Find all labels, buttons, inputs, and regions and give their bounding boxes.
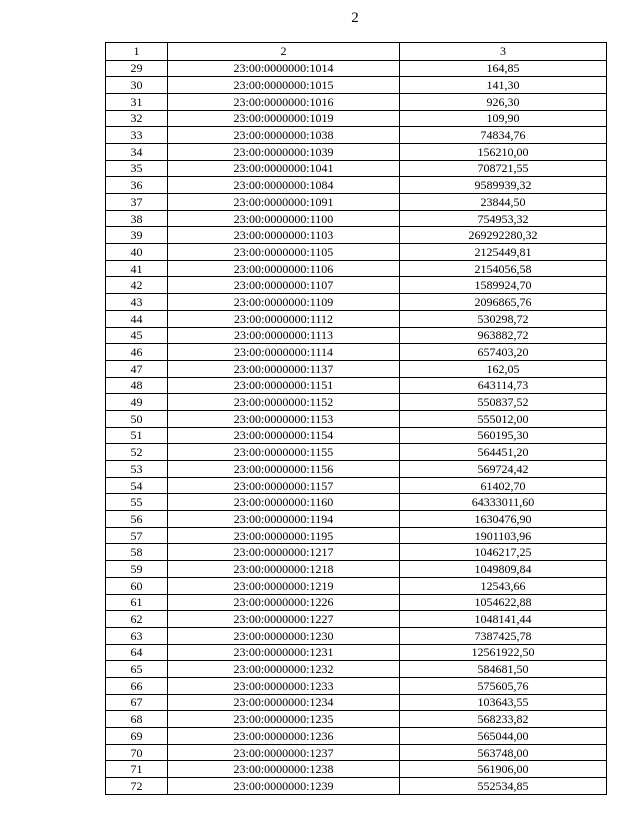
table-row xyxy=(106,744,607,761)
table-row xyxy=(106,310,607,327)
row-number-cell: 44 xyxy=(106,310,168,327)
page-number: 2 xyxy=(351,10,359,26)
table-header-row xyxy=(106,43,607,61)
value-cell: 563748,00 xyxy=(400,744,607,761)
cadastral-number-cell: 23:00:0000000:1219 xyxy=(168,577,400,594)
value-cell: 12561922,50 xyxy=(400,644,607,661)
cadastral-number-cell: 23:00:0000000:1236 xyxy=(168,728,400,745)
cadastral-number-cell: 23:00:0000000:1226 xyxy=(168,594,400,611)
cadastral-number-cell: 23:00:0000000:1107 xyxy=(168,277,400,294)
value-cell: 575605,76 xyxy=(400,677,607,694)
value-cell: 584681,50 xyxy=(400,661,607,678)
table-row xyxy=(106,294,607,311)
cadastral-number-cell: 23:00:0000000:1231 xyxy=(168,644,400,661)
row-number-cell: 54 xyxy=(106,477,168,494)
cadastral-table xyxy=(105,42,607,795)
value-cell: 754953,32 xyxy=(400,210,607,227)
value-cell: 643114,73 xyxy=(400,377,607,394)
table-row xyxy=(106,93,607,110)
table-row xyxy=(106,227,607,244)
table-row xyxy=(106,677,607,694)
row-number-cell: 35 xyxy=(106,160,168,177)
row-number-cell: 36 xyxy=(106,177,168,194)
cadastral-number-cell: 23:00:0000000:1218 xyxy=(168,561,400,578)
table-row xyxy=(106,444,607,461)
value-cell: 9589939,32 xyxy=(400,177,607,194)
row-number-cell: 63 xyxy=(106,627,168,644)
value-cell: 1048141,44 xyxy=(400,611,607,628)
cadastral-number-cell: 23:00:0000000:1151 xyxy=(168,377,400,394)
value-cell: 1630476,90 xyxy=(400,511,607,528)
row-number-cell: 52 xyxy=(106,444,168,461)
row-number-cell: 49 xyxy=(106,394,168,411)
row-number-cell: 51 xyxy=(106,427,168,444)
table-row xyxy=(106,344,607,361)
row-number-cell: 40 xyxy=(106,244,168,261)
cadastral-number-cell: 23:00:0000000:1232 xyxy=(168,661,400,678)
row-number-cell: 66 xyxy=(106,677,168,694)
table-row xyxy=(106,110,607,127)
table-row xyxy=(106,60,607,77)
row-number-cell: 70 xyxy=(106,744,168,761)
row-number-cell: 45 xyxy=(106,327,168,344)
cadastral-number-cell: 23:00:0000000:1152 xyxy=(168,394,400,411)
table-row xyxy=(106,611,607,628)
value-cell: 1054622,88 xyxy=(400,594,607,611)
cadastral-number-cell: 23:00:0000000:1114 xyxy=(168,344,400,361)
row-number-cell: 31 xyxy=(106,93,168,110)
row-number-cell: 56 xyxy=(106,511,168,528)
row-number-cell: 41 xyxy=(106,260,168,277)
cadastral-number-cell: 23:00:0000000:1153 xyxy=(168,410,400,427)
cadastral-number-cell: 23:00:0000000:1154 xyxy=(168,427,400,444)
cadastral-number-cell: 23:00:0000000:1103 xyxy=(168,227,400,244)
cadastral-number-cell: 23:00:0000000:1015 xyxy=(168,77,400,94)
row-number-cell: 32 xyxy=(106,110,168,127)
value-cell: 657403,20 xyxy=(400,344,607,361)
cadastral-number-cell: 23:00:0000000:1217 xyxy=(168,544,400,561)
row-number-cell: 68 xyxy=(106,711,168,728)
cadastral-number-cell: 23:00:0000000:1237 xyxy=(168,744,400,761)
cadastral-number-cell: 23:00:0000000:1160 xyxy=(168,494,400,511)
value-cell: 269292280,32 xyxy=(400,227,607,244)
table-row xyxy=(106,461,607,478)
table-row xyxy=(106,327,607,344)
row-number-cell: 58 xyxy=(106,544,168,561)
table-row xyxy=(106,127,607,144)
cadastral-number-cell: 23:00:0000000:1014 xyxy=(168,60,400,77)
row-number-cell: 30 xyxy=(106,77,168,94)
row-number-cell: 60 xyxy=(106,577,168,594)
table-row xyxy=(106,194,607,211)
table-row xyxy=(106,577,607,594)
cadastral-number-cell: 23:00:0000000:1195 xyxy=(168,527,400,544)
row-number-cell: 47 xyxy=(106,360,168,377)
value-cell: 963882,72 xyxy=(400,327,607,344)
table-row xyxy=(106,160,607,177)
table-row xyxy=(106,410,607,427)
cadastral-number-cell: 23:00:0000000:1038 xyxy=(168,127,400,144)
row-number-cell: 43 xyxy=(106,294,168,311)
value-cell: 141,30 xyxy=(400,77,607,94)
value-cell: 1049809,84 xyxy=(400,561,607,578)
cadastral-number-cell: 23:00:0000000:1137 xyxy=(168,360,400,377)
table-row xyxy=(106,761,607,778)
cadastral-number-cell: 23:00:0000000:1239 xyxy=(168,778,400,795)
value-cell: 109,90 xyxy=(400,110,607,127)
value-cell: 64333011,60 xyxy=(400,494,607,511)
table-row xyxy=(106,77,607,94)
table-body xyxy=(106,60,607,794)
value-cell: 2125449,81 xyxy=(400,244,607,261)
row-number-cell: 71 xyxy=(106,761,168,778)
value-cell: 74834,76 xyxy=(400,127,607,144)
table-row xyxy=(106,210,607,227)
value-cell: 568233,82 xyxy=(400,711,607,728)
value-cell: 560195,30 xyxy=(400,427,607,444)
cadastral-number-cell: 23:00:0000000:1109 xyxy=(168,294,400,311)
value-cell: 103643,55 xyxy=(400,694,607,711)
value-cell: 564451,20 xyxy=(400,444,607,461)
table-row xyxy=(106,561,607,578)
table-row xyxy=(106,511,607,528)
cadastral-number-cell: 23:00:0000000:1105 xyxy=(168,244,400,261)
cadastral-number-cell: 23:00:0000000:1156 xyxy=(168,461,400,478)
value-cell: 1901103,96 xyxy=(400,527,607,544)
table-row xyxy=(106,494,607,511)
row-number-cell: 55 xyxy=(106,494,168,511)
value-cell: 61402,70 xyxy=(400,477,607,494)
row-number-cell: 59 xyxy=(106,561,168,578)
cadastral-number-cell: 23:00:0000000:1235 xyxy=(168,711,400,728)
cadastral-number-cell: 23:00:0000000:1100 xyxy=(168,210,400,227)
row-number-cell: 69 xyxy=(106,728,168,745)
cadastral-number-cell: 23:00:0000000:1041 xyxy=(168,160,400,177)
table-row xyxy=(106,427,607,444)
value-cell: 555012,00 xyxy=(400,410,607,427)
cadastral-number-cell: 23:00:0000000:1019 xyxy=(168,110,400,127)
row-number-cell: 67 xyxy=(106,694,168,711)
row-number-cell: 53 xyxy=(106,461,168,478)
row-number-cell: 39 xyxy=(106,227,168,244)
value-cell: 569724,42 xyxy=(400,461,607,478)
table-row xyxy=(106,728,607,745)
cadastral-number-cell: 23:00:0000000:1194 xyxy=(168,511,400,528)
table-row xyxy=(106,594,607,611)
row-number-cell: 33 xyxy=(106,127,168,144)
row-number-cell: 57 xyxy=(106,527,168,544)
value-cell: 550837,52 xyxy=(400,394,607,411)
column-header-1: 1 xyxy=(106,43,168,61)
table-row xyxy=(106,778,607,795)
row-number-cell: 34 xyxy=(106,143,168,160)
value-cell: 561906,00 xyxy=(400,761,607,778)
row-number-cell: 61 xyxy=(106,594,168,611)
row-number-cell: 46 xyxy=(106,344,168,361)
cadastral-number-cell: 23:00:0000000:1106 xyxy=(168,260,400,277)
cadastral-number-cell: 23:00:0000000:1016 xyxy=(168,93,400,110)
table-row xyxy=(106,527,607,544)
value-cell: 2154056,58 xyxy=(400,260,607,277)
table-row xyxy=(106,143,607,160)
row-number-cell: 65 xyxy=(106,661,168,678)
value-cell: 530298,72 xyxy=(400,310,607,327)
cadastral-number-cell: 23:00:0000000:1234 xyxy=(168,694,400,711)
value-cell: 552534,85 xyxy=(400,778,607,795)
value-cell: 1589924,70 xyxy=(400,277,607,294)
row-number-cell: 50 xyxy=(106,410,168,427)
cadastral-number-cell: 23:00:0000000:1112 xyxy=(168,310,400,327)
table-row xyxy=(106,661,607,678)
value-cell: 156210,00 xyxy=(400,143,607,160)
cadastral-number-cell: 23:00:0000000:1157 xyxy=(168,477,400,494)
row-number-cell: 42 xyxy=(106,277,168,294)
table-row xyxy=(106,711,607,728)
row-number-cell: 48 xyxy=(106,377,168,394)
cadastral-number-cell: 23:00:0000000:1084 xyxy=(168,177,400,194)
cadastral-number-cell: 23:00:0000000:1155 xyxy=(168,444,400,461)
table-row xyxy=(106,177,607,194)
column-header-3: 3 xyxy=(400,43,607,61)
column-header-2: 2 xyxy=(168,43,400,61)
table-row xyxy=(106,277,607,294)
value-cell: 23844,50 xyxy=(400,194,607,211)
table-row xyxy=(106,627,607,644)
cadastral-number-cell: 23:00:0000000:1230 xyxy=(168,627,400,644)
value-cell: 164,85 xyxy=(400,60,607,77)
table-row xyxy=(106,244,607,261)
table-row xyxy=(106,644,607,661)
cadastral-number-cell: 23:00:0000000:1233 xyxy=(168,677,400,694)
cadastral-number-cell: 23:00:0000000:1238 xyxy=(168,761,400,778)
value-cell: 7387425,78 xyxy=(400,627,607,644)
cadastral-number-cell: 23:00:0000000:1227 xyxy=(168,611,400,628)
row-number-cell: 37 xyxy=(106,194,168,211)
value-cell: 2096865,76 xyxy=(400,294,607,311)
row-number-cell: 38 xyxy=(106,210,168,227)
table-row xyxy=(106,394,607,411)
row-number-cell: 72 xyxy=(106,778,168,795)
table-row xyxy=(106,544,607,561)
table-row xyxy=(106,694,607,711)
cadastral-number-cell: 23:00:0000000:1039 xyxy=(168,143,400,160)
value-cell: 1046217,25 xyxy=(400,544,607,561)
value-cell: 12543,66 xyxy=(400,577,607,594)
value-cell: 162,05 xyxy=(400,360,607,377)
cadastral-number-cell: 23:00:0000000:1113 xyxy=(168,327,400,344)
row-number-cell: 29 xyxy=(106,60,168,77)
cadastral-number-cell: 23:00:0000000:1091 xyxy=(168,194,400,211)
table-row xyxy=(106,260,607,277)
value-cell: 926,30 xyxy=(400,93,607,110)
row-number-cell: 62 xyxy=(106,611,168,628)
table-row xyxy=(106,377,607,394)
table-row xyxy=(106,477,607,494)
value-cell: 708721,55 xyxy=(400,160,607,177)
value-cell: 565044,00 xyxy=(400,728,607,745)
table-row xyxy=(106,360,607,377)
row-number-cell: 64 xyxy=(106,644,168,661)
